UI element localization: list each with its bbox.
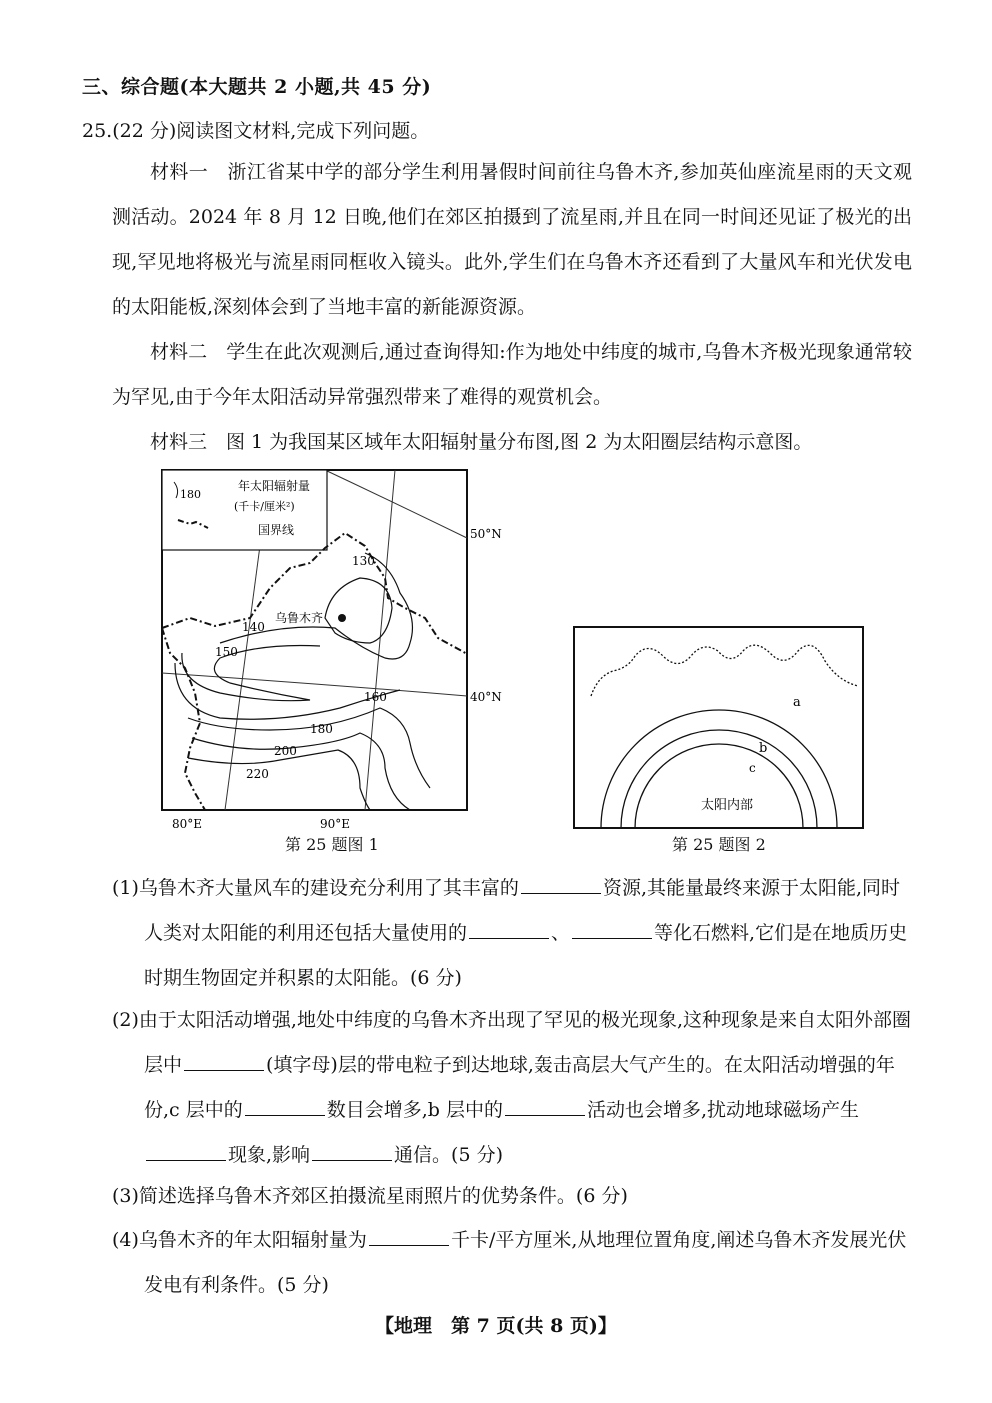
lon-label-80e: 80°E: [172, 817, 203, 831]
parallel-50n: [325, 470, 467, 538]
material-one: 材料一 浙江省某中学的部分学生利用暑假时间前往乌鲁木齐,参加英仙座流星雨的天文观测活动。2024 年 8 月 12 日晚,他们在郊区拍摄到了流星雨,并且在同一时间还见证了极光的出现,罕见地将极光与流星雨同框收入镜头。此外,学生们在乌鲁木齐还看到了大量风车和光伏发电的太阳能板,深刻体会到了当地丰富的新能源资源。: [112, 161, 912, 318]
legend-isoline-value: 180: [180, 488, 201, 501]
subquestion-text: 乌鲁木齐的年太阳辐射量为: [138, 1229, 367, 1251]
answer-blank[interactable]: [312, 1159, 392, 1161]
contour-label-140: 140: [242, 620, 265, 634]
subquestion-4: [112, 1218, 912, 1308]
subquestion-text: 活动也会增多,扰动地球磁场产生: [586, 1099, 860, 1121]
subquestion-number: (4): [112, 1229, 139, 1251]
subquestion-text: 现象,影响: [228, 1144, 311, 1166]
subquestion-text: 乌鲁木齐大量风车的建设充分利用了其丰富的: [138, 877, 519, 899]
solar-radiation-map: [160, 468, 505, 838]
sun-interior-boundary: [635, 744, 803, 828]
layer-label-a: a: [793, 695, 801, 710]
corona-outer-boundary: [591, 645, 858, 696]
contour-220: [188, 750, 370, 810]
answer-blank[interactable]: [521, 892, 601, 894]
contour-label-130: 130: [352, 554, 375, 568]
national-border-north: [162, 533, 467, 654]
subquestion-number: (2): [112, 1009, 139, 1031]
contour-label-200: 200: [274, 744, 297, 758]
answer-blank[interactable]: [184, 1069, 264, 1071]
contour-label-160: 160: [364, 690, 387, 704]
answer-blank[interactable]: [369, 1244, 449, 1246]
legend-border-label: 国界线: [258, 523, 295, 537]
contour-label-220: 220: [246, 767, 269, 781]
contour-150: [182, 646, 320, 701]
subquestion-number: (3): [112, 1185, 139, 1207]
page-footer: 【地理 第 7 页(共 8 页)】: [375, 1315, 617, 1337]
answer-blank[interactable]: [245, 1114, 325, 1116]
subquestion-2: [112, 998, 912, 1178]
legend-unit: (千卡/厘米²): [234, 500, 295, 513]
meridian-90e: [365, 470, 395, 810]
answer-blank[interactable]: [505, 1114, 585, 1116]
section-title: 三、综合题(本大题共 2 小题,共 45 分): [82, 76, 432, 98]
national-border-west: [162, 628, 205, 810]
subquestion-3: [112, 1174, 912, 1219]
subquestion-text: 由于太阳活动增强,地处中纬度的乌鲁木齐出现了罕见的极光现象,这种现象是来自太阳外部圈层中: [138, 1009, 912, 1076]
answer-blank[interactable]: [469, 937, 549, 939]
subquestion-text: 资源,其能量最终来源于太阳能,同时人类对太阳能的利用还包括大量使用的: [144, 877, 901, 944]
layer-label-b: b: [759, 741, 768, 756]
subquestion-1: [112, 866, 912, 1001]
legend-title: 年太阳辐射量: [238, 479, 311, 493]
figure-2-caption: 第 25 题图 2: [672, 835, 766, 854]
contour-130: [325, 578, 392, 643]
subquestion-text: 、: [551, 922, 571, 944]
answer-blank[interactable]: [146, 1159, 226, 1161]
material-two: 材料二 学生在此次观测后,通过查询得知:作为地处中纬度的城市,乌鲁木齐极光现象通常较为罕见,由于今年太阳活动异常强烈带来了难得的观赏机会。: [112, 341, 912, 408]
contour-180: [188, 708, 430, 788]
sun-layers-diagram: [573, 626, 865, 830]
subquestion-number: (1): [112, 877, 139, 899]
figure-2-sun: [573, 626, 865, 834]
contour-label-150: 150: [215, 645, 238, 659]
subquestion-text: (填字母)层的带电粒子到达地球,轰击高层大气产生的。在太阳活动增强的年份,c 层中的: [144, 1054, 895, 1121]
city-label: 乌鲁木齐: [275, 611, 324, 625]
subquestion-text: 千卡/平方厘米,从地理位置角度,阐述乌鲁木齐发展光伏发电有利条件。(5 分): [144, 1229, 907, 1296]
material-three: 材料三 图 1 为我国某区域年太阳辐射量分布图,图 2 为太阳圈层结构示意图。: [150, 431, 813, 453]
subquestion-text: 通信。(5 分): [394, 1144, 504, 1166]
answer-blank[interactable]: [572, 937, 652, 939]
lat-label-50n: 50°N: [470, 527, 502, 541]
lat-label-40n: 40°N: [470, 690, 502, 704]
contour-140: [220, 553, 412, 659]
contour-200: [192, 733, 410, 810]
figure-1-map: [160, 468, 505, 842]
subquestion-text: 简述选择乌鲁木齐郊区拍摄流星雨照片的优势条件。(6 分): [138, 1185, 628, 1207]
urumqi-dot: [338, 614, 346, 622]
figure-1-caption: 第 25 题图 1: [285, 835, 379, 854]
parallel-40n: [162, 673, 467, 696]
subquestion-text: 数目会增多,b 层中的: [326, 1099, 503, 1121]
sun-interior-label: 太阳内部: [701, 798, 754, 813]
subquestion-text: 等化石燃料,它们是在地质历史时期生物固定并积累的太阳能。(6 分): [144, 922, 908, 989]
lon-label-90e: 90°E: [320, 817, 351, 831]
contour-label-180: 180: [310, 722, 333, 736]
question-header: 25.(22 分)阅读图文材料,完成下列问题。: [82, 120, 430, 142]
layer-label-c: c: [749, 761, 756, 775]
